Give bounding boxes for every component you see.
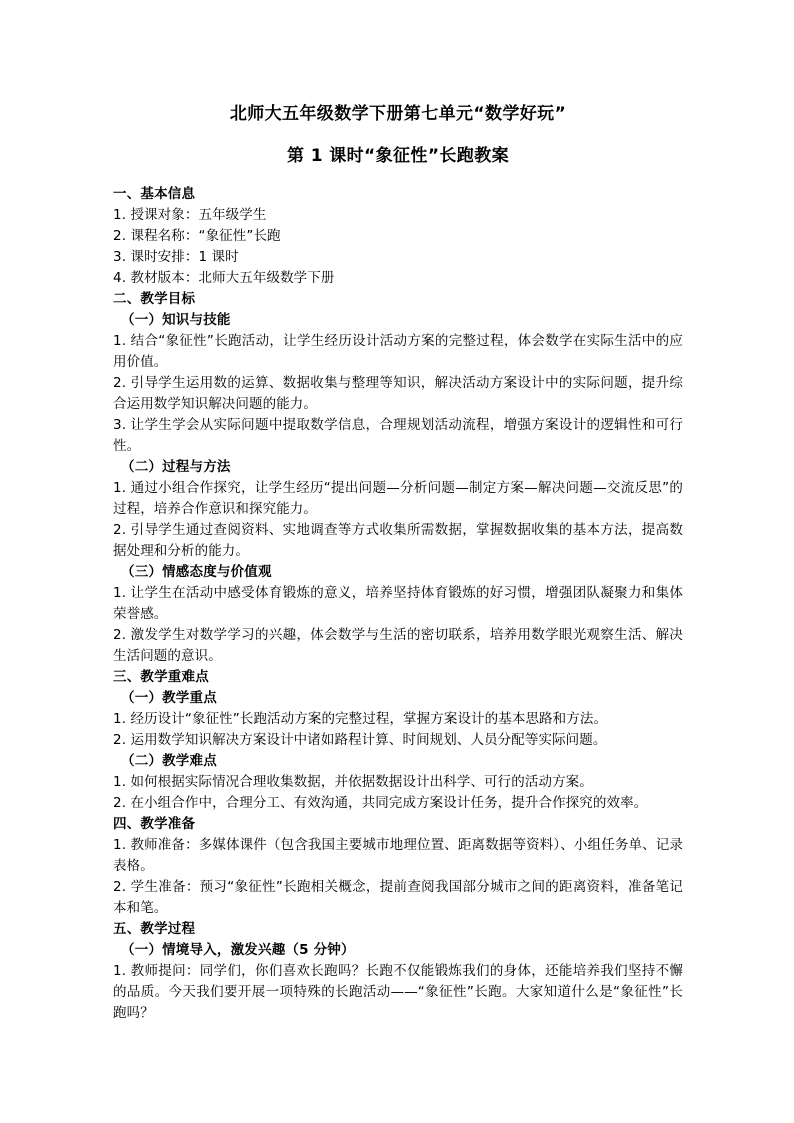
body-paragraph: 2. 引导学生运用数的运算、数据收集与整理等知识，解决活动方案设计中的实际问题，提升综合运用数学知识解决问题的能力。 [113, 375, 683, 412]
body-paragraph: 2. 引导学生通过查阅资料、实地调查等方式收集所需数据，掌握数据收集的基本方法，提高数据处理和分析的能力。 [113, 522, 683, 559]
subsection-heading: （三）情感态度与价值观 [121, 564, 272, 580]
body-paragraph: 3. 课时安排：1 课时 [113, 249, 239, 265]
document-title-line-2: 第 1 课时“象征性”长跑教案 [286, 146, 509, 166]
body-paragraph: 1. 授课对象：五年级学生 [113, 207, 267, 223]
section-heading: 五、教学过程 [113, 921, 196, 937]
body-paragraph: 1. 经历设计“象征性”长跑活动方案的完整过程，掌握方案设计的基本思路和方法。 [113, 711, 608, 727]
section-heading: 一、基本信息 [113, 186, 196, 202]
body-paragraph: 1. 教师准备：多媒体课件（包含我国主要城市地理位置、距离数据等资料）、小组任务单、记录表格。 [113, 837, 683, 874]
body-paragraph: 2. 激发学生对数学学习的兴趣，体会数学与生活的密切联系，培养用数学眼光观察生活、解决生活问题的意识。 [113, 627, 683, 664]
body-paragraph: 2. 学生准备：预习“象征性”长跑相关概念，提前查阅我国部分城市之间的距离资料，准备笔记本和笔。 [113, 879, 683, 916]
body-paragraph: 2. 课程名称：“象征性”长跑 [113, 228, 281, 244]
body-paragraph: 1. 结合“象征性”长跑活动，让学生经历设计活动方案的完整过程，体会数学在实际生活中的应用价值。 [113, 333, 683, 370]
body-paragraph: 1. 通过小组合作探究，让学生经历“提出问题—分析问题—制定方案—解决问题—交流反思”的过程，培养合作意识和探究能力。 [113, 480, 683, 517]
section-heading: 三、教学重难点 [113, 669, 209, 685]
subsection-heading: （二）过程与方法 [121, 459, 231, 475]
body-paragraph: 2. 在小组合作中，合理分工、有效沟通，共同完成方案设计任务，提升合作探究的效率。 [113, 795, 648, 811]
document-content [113, 0, 683, 1024]
section-heading: 四、教学准备 [113, 816, 196, 832]
subsection-heading: （一）教学重点 [121, 690, 217, 706]
section-heading: 二、教学目标 [113, 291, 196, 307]
body-paragraph: 4. 教材版本：北师大五年级数学下册 [113, 270, 335, 286]
body-paragraph: 1. 让学生在活动中感受体育锻炼的意义，培养坚持体育锻炼的好习惯，增强团队凝聚力和集体荣誉感。 [113, 585, 683, 622]
document-title-line-1: 北师大五年级数学下册第七单元“数学好玩” [229, 104, 567, 124]
subsection-heading: （一）情境导入，激发兴趣（5 分钟） [121, 942, 355, 958]
body-paragraph: 2. 运用数学知识解决方案设计中诸如路程计算、时间规划、人员分配等实际问题。 [113, 732, 607, 748]
subsection-heading: （二）教学难点 [121, 753, 217, 769]
body-paragraph: 1. 教师提问：同学们，你们喜欢长跑吗？长跑不仅能锻炼我们的身体，还能培养我们坚持不懈的品质。今天我们要开展一项特殊的长跑活动——“象征性”长跑。大家知道什么是“象征性”长跑吗？ [113, 963, 683, 1021]
document-body [113, 184, 683, 1024]
body-paragraph: 1. 如何根据实际情况合理收集数据，并依据数据设计出科学、可行的活动方案。 [113, 774, 593, 790]
subsection-heading: （一）知识与技能 [121, 312, 231, 328]
body-paragraph: 3. 让学生学会从实际问题中提取数学信息，合理规划活动流程，增强方案设计的逻辑性和可行性。 [113, 417, 683, 454]
